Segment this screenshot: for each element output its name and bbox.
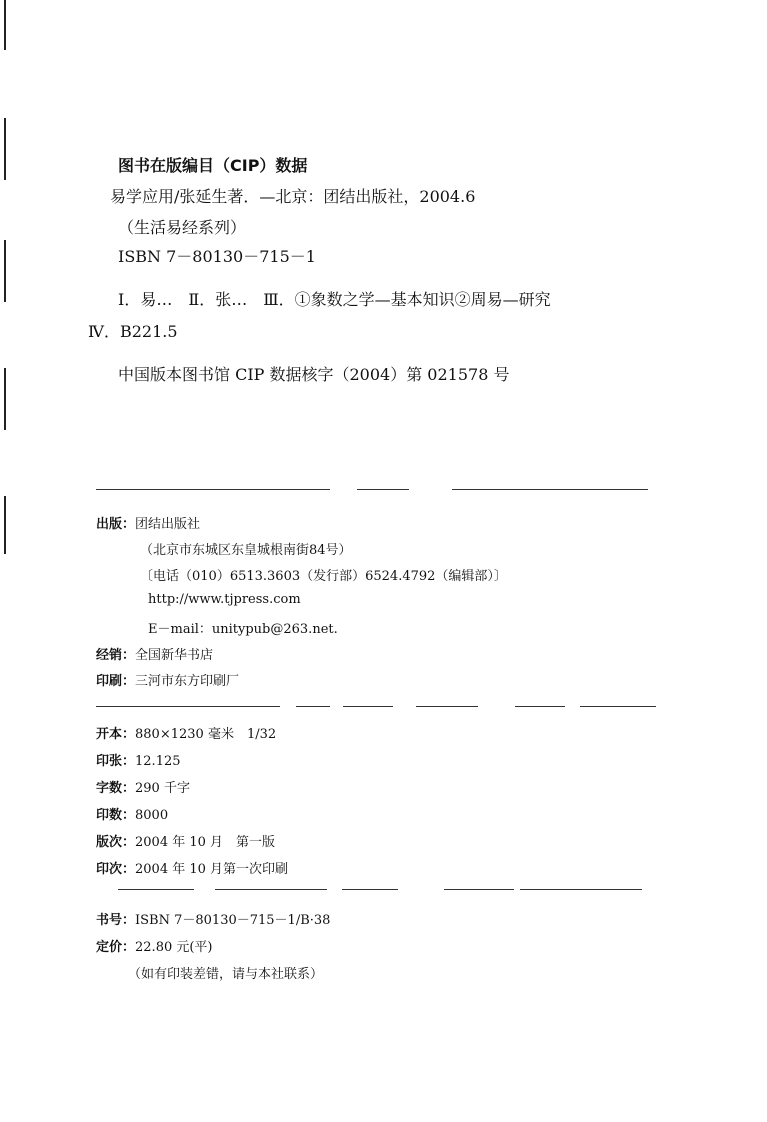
publisher-row xyxy=(96,513,200,532)
publisher-website: http://www.tjpress.com xyxy=(148,592,301,607)
spec-row xyxy=(96,723,276,742)
page-edge-mark xyxy=(4,496,6,554)
publisher-phone: 〔电话（010）6513.3603（发行部）6524.4792（编辑部）〕 xyxy=(140,569,507,584)
publisher-address: （北京市东城区东皇城根南街84号） xyxy=(140,543,352,558)
book-number-row xyxy=(96,909,330,928)
printing-row xyxy=(96,670,239,689)
printing-error-notice: （如有印装差错，请与本社联系） xyxy=(128,967,324,982)
spec-label: 字数： xyxy=(96,781,136,796)
spec-value: 880×1230 毫米 1/32 xyxy=(135,727,277,742)
cip-series: （生活易经系列） xyxy=(118,218,247,237)
page-edge-mark xyxy=(4,368,6,430)
divider-line xyxy=(296,706,330,707)
divider-line xyxy=(452,489,648,490)
divider-line xyxy=(342,889,398,890)
distribution-row xyxy=(96,644,213,663)
publisher-name: 团结出版社 xyxy=(135,517,201,532)
price-value: 22.80 元(平) xyxy=(135,940,213,955)
cip-isbn: ISBN 7－80130－715－1 xyxy=(118,247,316,266)
spec-label: 开本： xyxy=(96,727,136,742)
spec-row xyxy=(96,777,190,796)
divider-line xyxy=(96,706,280,707)
spec-value: 8000 xyxy=(135,808,169,823)
divider-line xyxy=(520,889,642,890)
page-edge-mark xyxy=(4,118,6,180)
divider-line xyxy=(416,706,478,707)
divider-line xyxy=(444,889,514,890)
divider-line xyxy=(515,706,565,707)
spec-row xyxy=(96,858,288,877)
divider-line xyxy=(96,489,330,490)
spec-row xyxy=(96,831,275,850)
spec-label: 印张： xyxy=(96,754,136,769)
divider-line xyxy=(343,706,393,707)
price-label: 定价： xyxy=(96,940,136,955)
spec-value: 12.125 xyxy=(135,754,181,769)
spec-label: 版次： xyxy=(96,835,136,850)
spec-row xyxy=(96,750,181,769)
publisher-email: E－mail：unitypub@263.net. xyxy=(148,622,338,637)
spec-label: 印数： xyxy=(96,808,136,823)
divider-line xyxy=(215,889,327,890)
book-number-value: ISBN 7－80130－715－1/B·38 xyxy=(135,913,331,928)
distribution-label: 经销： xyxy=(96,648,136,663)
spec-value: 2004 年 10 月第一次印刷 xyxy=(135,862,289,877)
divider-line xyxy=(118,889,194,890)
distribution-value: 全国新华书店 xyxy=(135,648,214,663)
cip-subjects: Ⅰ．易… Ⅱ．张… Ⅲ．①象数之学—基本知识②周易—研究 xyxy=(118,290,551,309)
book-number-label: 书号： xyxy=(96,913,136,928)
spec-value: 290 千字 xyxy=(135,781,190,796)
printing-value: 三河市东方印刷厂 xyxy=(135,674,240,689)
printing-label: 印刷： xyxy=(96,674,136,689)
divider-line xyxy=(357,489,409,490)
spec-label: 印次： xyxy=(96,862,136,877)
cip-classification: Ⅳ．B221.5 xyxy=(88,322,178,341)
price-row xyxy=(96,936,213,955)
divider-line xyxy=(580,706,656,707)
cip-title: 图书在版编目（CIP）数据 xyxy=(118,156,308,175)
page-edge-mark xyxy=(4,0,6,50)
cip-bibliographic-line: 易学应用/张延生著．—北京：团结出版社，2004.6 xyxy=(110,187,476,206)
publisher-label: 出版： xyxy=(96,517,136,532)
cip-verification: 中国版本图书馆 CIP 数据核字（2004）第 021578 号 xyxy=(118,365,510,384)
page-edge-mark xyxy=(4,240,6,302)
spec-row xyxy=(96,804,168,823)
spec-value: 2004 年 10 月 第一版 xyxy=(135,835,276,850)
